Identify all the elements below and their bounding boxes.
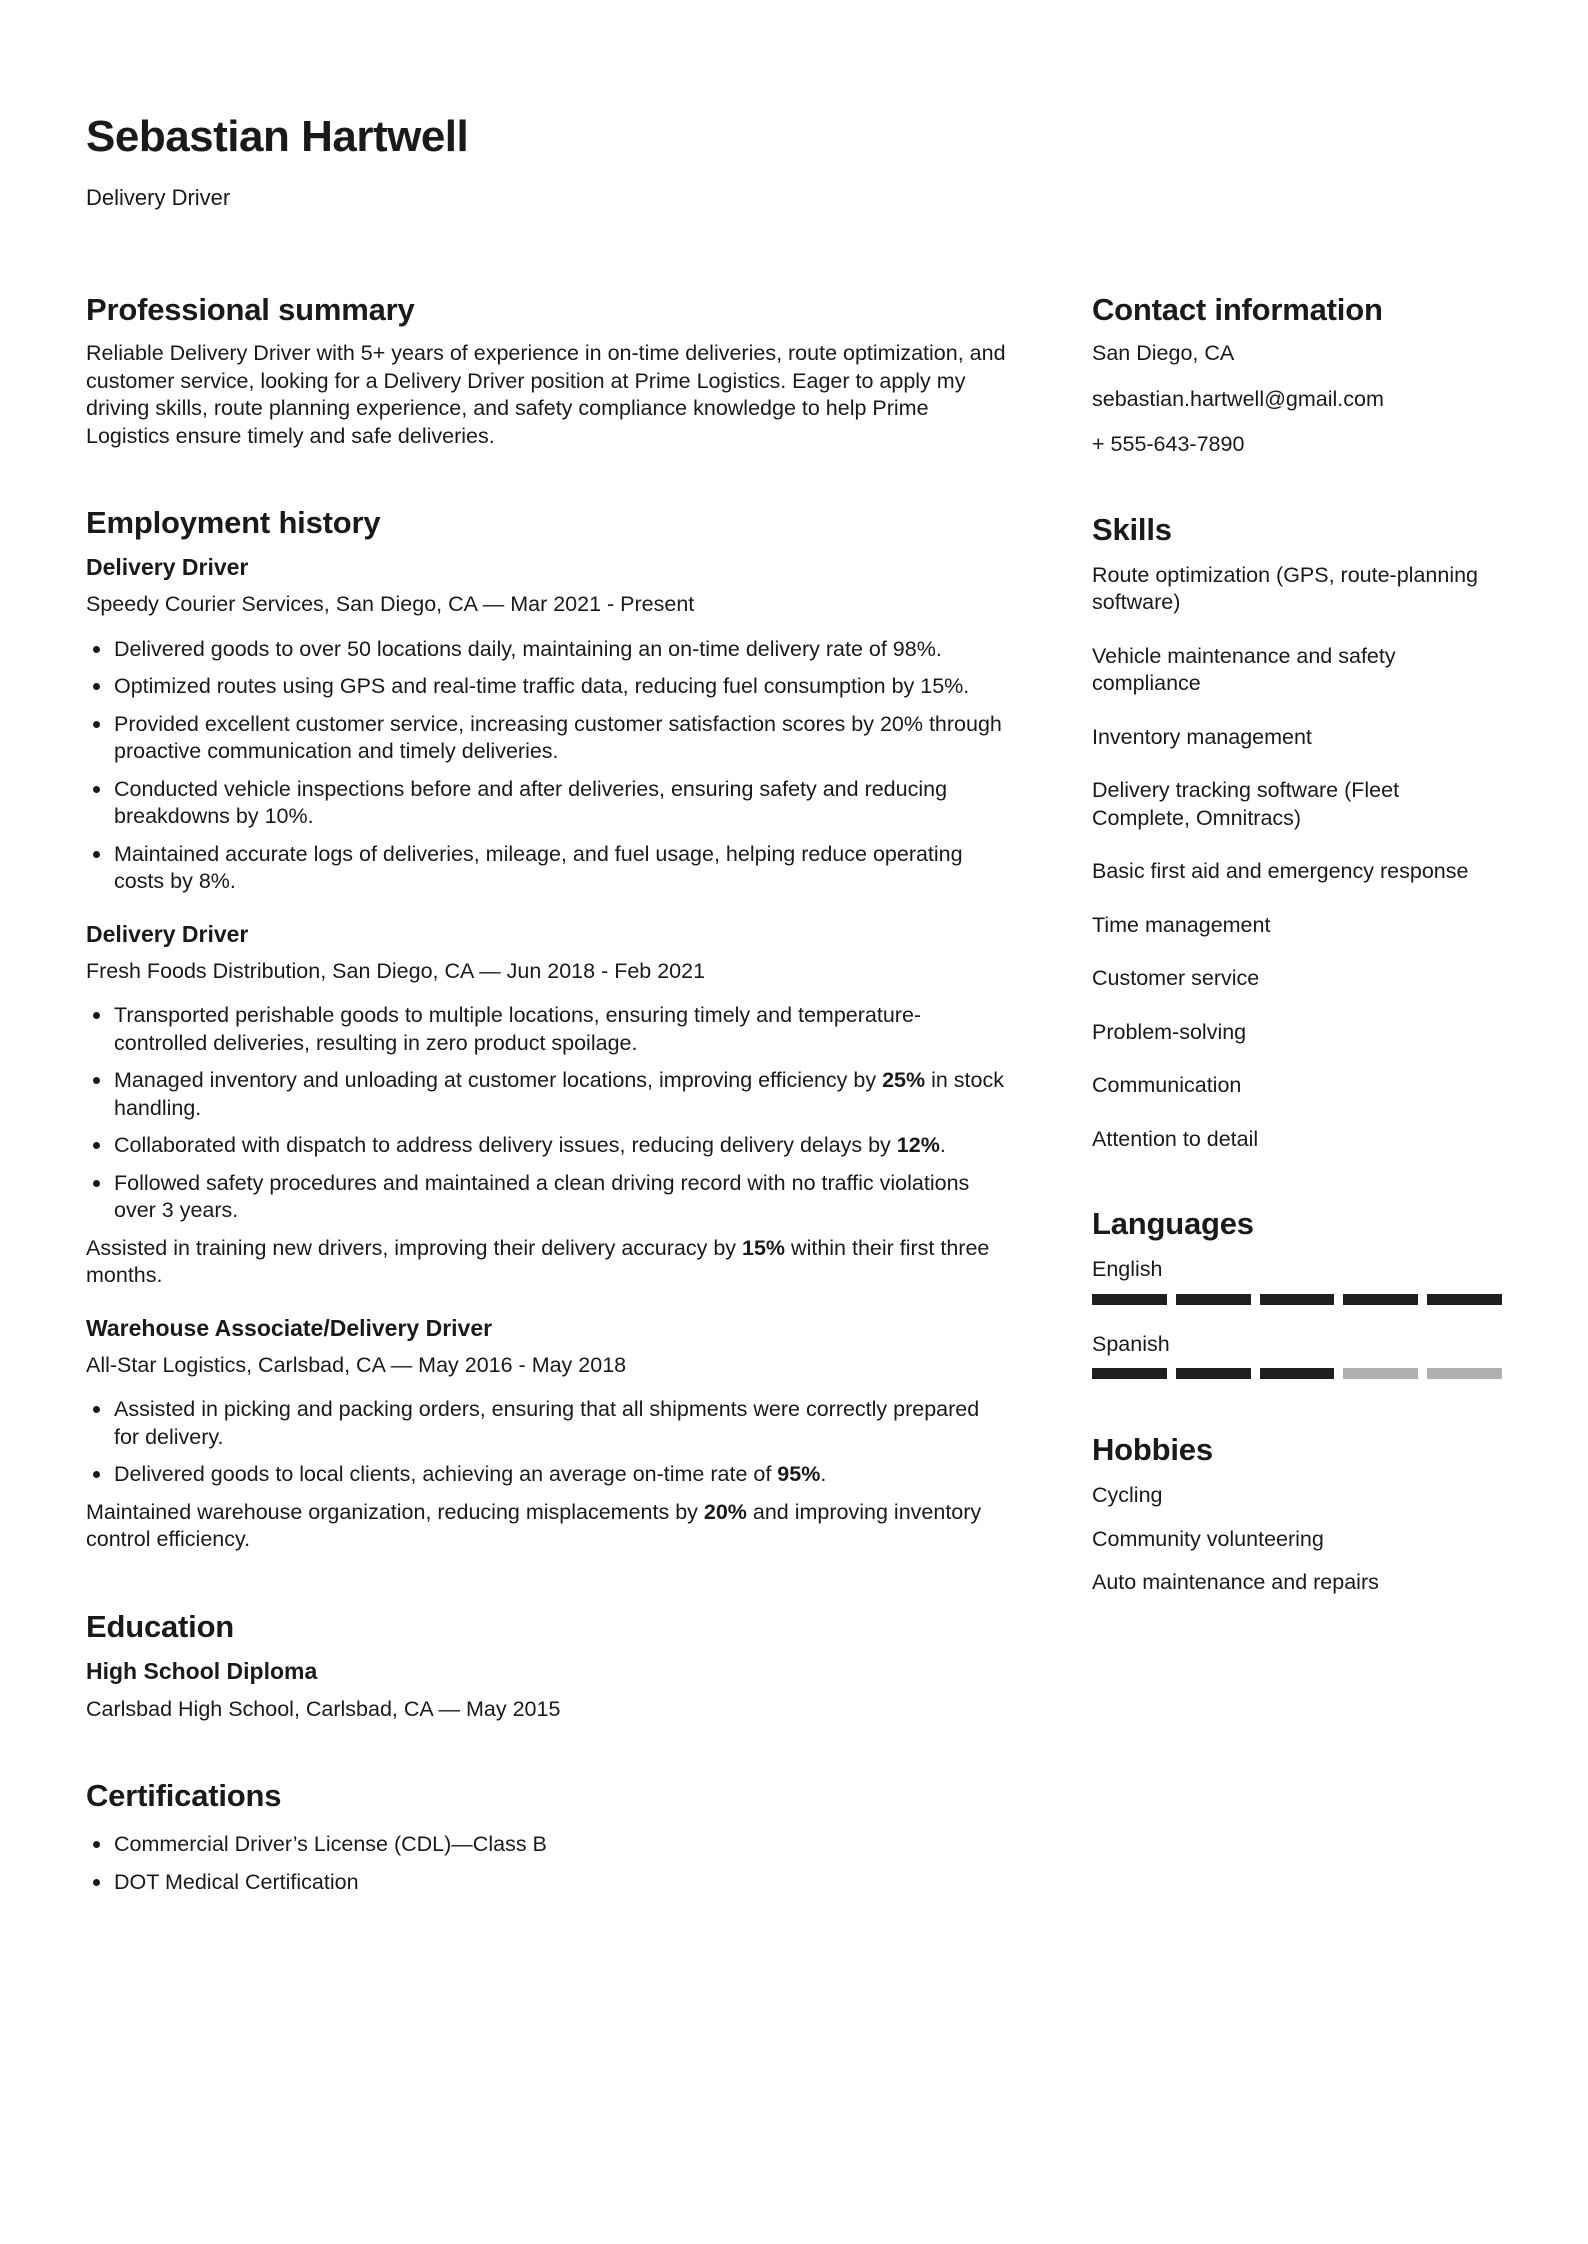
heading-hobbies: Hobbies	[1092, 1432, 1213, 1467]
bullet-text: Delivered goods to over 50 locations daily, maintaining an on-time delivery rate of 98%.	[114, 636, 942, 661]
sidebar-list-item: + 555-643-7890	[1092, 432, 1245, 456]
bullet-item	[86, 636, 1008, 664]
bullet-item	[86, 1067, 1008, 1122]
sidebar-list-item: Communication	[1092, 1073, 1242, 1097]
bullet-item	[86, 1461, 1008, 1489]
job-company-dates: Fresh Foods Distribution, San Diego, CA — Jun 2018 - Feb 2021	[86, 958, 706, 983]
bullet-text: Conducted vehicle inspections before and after deliveries, ensuring safety and reducing breakdowns by 10%.	[114, 776, 948, 828]
bullet-dot-icon	[93, 1180, 100, 1187]
bullet-text: DOT Medical Certification	[114, 1869, 359, 1894]
section-contact-information	[1092, 291, 1502, 459]
language-name: English	[1092, 1257, 1163, 1281]
sidebar-list-item: Route optimization (GPS, route-planning software)	[1092, 562, 1479, 614]
content-columns	[86, 291, 1502, 1906]
language-level-segment-empty	[1343, 1368, 1418, 1379]
bullet-dot-icon	[93, 1406, 100, 1413]
bullet-text: Maintained accurate logs of deliveries, mileage, and fuel usage, helping reduce operating costs by 8%.	[114, 841, 963, 893]
professional-summary-text: Reliable Delivery Driver with 5+ years of experience in on-time deliveries, route optimization, and customer service, looking for a Delivery Driver position at Prime Logistics. Eager to apply my driving skills, route planning experience, and safety compliance knowledge to help Prime Logistics ensure timely and safe deliveries.	[86, 341, 1006, 448]
bullet-dot-icon	[93, 851, 100, 858]
section-certifications	[86, 1777, 1008, 1896]
skills-list	[1092, 562, 1502, 1154]
heading-skills: Skills	[1092, 511, 1172, 547]
sidebar-list-item: Cycling	[1092, 1483, 1163, 1507]
bullet-item	[86, 841, 1008, 896]
bullet-dot-icon	[93, 1077, 100, 1084]
sidebar-list-item: Customer service	[1092, 966, 1260, 990]
sidebar-list-item: Vehicle maintenance and safety compliance	[1092, 643, 1396, 695]
job-entry-3	[86, 1314, 1008, 1554]
language-level-segment-filled	[1260, 1368, 1335, 1379]
sidebar-list-item: San Diego, CA	[1092, 341, 1235, 365]
section-languages	[1092, 1205, 1502, 1379]
heading-employment-history: Employment history	[86, 505, 381, 540]
sidebar-list-item: Delivery tracking software (Fleet Complete, Omnitracs)	[1092, 778, 1400, 830]
heading-certifications: Certifications	[86, 1778, 282, 1813]
bullet-dot-icon	[93, 721, 100, 728]
job-bullet-list	[86, 636, 1008, 896]
bullet-dot-icon	[93, 646, 100, 653]
language-level-segment-filled	[1427, 1294, 1502, 1305]
section-skills	[1092, 511, 1502, 1154]
bullet-text: Assisted in picking and packing orders, ensuring that all shipments were correctly prepared for delivery.	[114, 1397, 980, 1449]
sidebar-list-item: Basic first aid and emergency response	[1092, 859, 1469, 883]
bullet-text: Commercial Driver’s License (CDL)—Class B	[114, 1832, 547, 1856]
candidate-name: Sebastian Hartwell	[86, 112, 469, 161]
job-title: Delivery Driver	[86, 554, 249, 580]
sidebar-list-item: Time management	[1092, 912, 1271, 937]
job-title: Warehouse Associate/Delivery Driver	[86, 1314, 493, 1341]
language-level-segment-filled	[1260, 1294, 1335, 1305]
sidebar-list-item: sebastian.hartwell@gmail.com	[1092, 386, 1384, 411]
language-level-segment-filled	[1092, 1294, 1167, 1305]
sidebar-list-item: Problem-solving	[1092, 1019, 1247, 1044]
bullet-item	[86, 673, 1008, 701]
bullet-dot-icon	[93, 1012, 100, 1019]
bullet-dot-icon	[93, 1142, 100, 1149]
language-entry-spanish	[1092, 1331, 1502, 1380]
bullet-item	[86, 776, 1008, 831]
sidebar-list-item: Attention to detail	[1092, 1126, 1259, 1151]
bullet-text: Followed safety procedures and maintained a clean driving record with no traffic violations over 3 years.	[114, 1170, 970, 1222]
heading-contact-information: Contact information	[1092, 292, 1383, 327]
resume-header	[86, 112, 1502, 211]
bullet-text: Managed inventory and unloading at customer locations, improving efficiency by 25% in stock handling.	[114, 1068, 1004, 1120]
bullet-item	[86, 1132, 1008, 1160]
job-entry-2	[86, 920, 1008, 1290]
certifications-list	[86, 1831, 1008, 1896]
job-company-dates: All-Star Logistics, Carlsbad, CA — May 2016 - May 2018	[86, 1352, 627, 1377]
bullet-item	[86, 1831, 1008, 1859]
heading-professional-summary: Professional summary	[86, 292, 415, 327]
education-school-dates: Carlsbad High School, Carlsbad, CA — May 2015	[86, 1696, 561, 1721]
bullet-dot-icon	[93, 1471, 100, 1478]
language-level-segment-filled	[1092, 1368, 1167, 1379]
bullet-dot-icon	[93, 1841, 100, 1848]
sidebar-list-item: Community volunteering	[1092, 1526, 1324, 1551]
sidebar-list-item: Auto maintenance and repairs	[1092, 1570, 1379, 1594]
section-employment-history	[86, 504, 1008, 1554]
bullet-text: Optimized routes using GPS and real-time traffic data, reducing fuel consumption by 15%.	[114, 674, 970, 698]
section-education	[86, 1608, 1008, 1724]
section-hobbies	[1092, 1431, 1502, 1597]
bullet-item	[86, 711, 1008, 766]
bullet-dot-icon	[93, 786, 100, 793]
bullet-dot-icon	[93, 683, 100, 690]
bullet-dot-icon	[93, 1879, 100, 1886]
bullet-text: Transported perishable goods to multiple locations, ensuring timely and temperature-controlled deliveries, resulting in zero product spoilage.	[114, 1003, 922, 1055]
language-level-segment-empty	[1427, 1368, 1502, 1379]
job-bullet-list	[86, 1396, 1008, 1489]
job-company-dates: Speedy Courier Services, San Diego, CA — Mar 2021 - Present	[86, 592, 695, 616]
main-column	[86, 291, 1008, 1906]
contact-list	[1092, 340, 1502, 459]
bullet-item	[86, 1869, 1008, 1897]
language-level-segment-filled	[1343, 1294, 1418, 1305]
bullet-text: Delivered goods to local clients, achieving an average on-time rate of 95%.	[114, 1462, 827, 1486]
language-level-segment-filled	[1176, 1368, 1251, 1379]
bullet-item	[86, 1396, 1008, 1451]
language-name: Spanish	[1092, 1331, 1170, 1356]
language-level-bar	[1092, 1368, 1502, 1379]
job-note: Assisted in training new drivers, improving their delivery accuracy by 15% within their first three months.	[86, 1235, 990, 1287]
hobbies-list	[1092, 1482, 1502, 1597]
job-note: Maintained warehouse organization, reducing misplacements by 20% and improving inventory control efficiency.	[86, 1499, 982, 1551]
language-entry-english	[1092, 1256, 1502, 1305]
bullet-text: Collaborated with dispatch to address delivery issues, reducing delivery delays by 12%.	[114, 1133, 946, 1157]
bullet-text: Provided excellent customer service, increasing customer satisfaction scores by 20% through proactive communication and timely deliveries.	[114, 711, 1002, 763]
bullet-item	[86, 1170, 1008, 1225]
job-bullet-list	[86, 1002, 1008, 1225]
job-title: Delivery Driver	[86, 920, 249, 947]
language-level-segment-filled	[1176, 1294, 1251, 1305]
bullet-item	[86, 1002, 1008, 1057]
sidebar-column	[1092, 291, 1502, 1613]
heading-languages: Languages	[1092, 1206, 1254, 1241]
language-level-bar	[1092, 1294, 1502, 1305]
sidebar-list-item: Inventory management	[1092, 724, 1312, 749]
job-entry-1	[86, 553, 1008, 896]
heading-education: Education	[86, 1608, 235, 1644]
candidate-job-title: Delivery Driver	[86, 185, 231, 210]
section-professional-summary	[86, 291, 1008, 450]
education-degree: High School Diploma	[86, 1657, 318, 1684]
